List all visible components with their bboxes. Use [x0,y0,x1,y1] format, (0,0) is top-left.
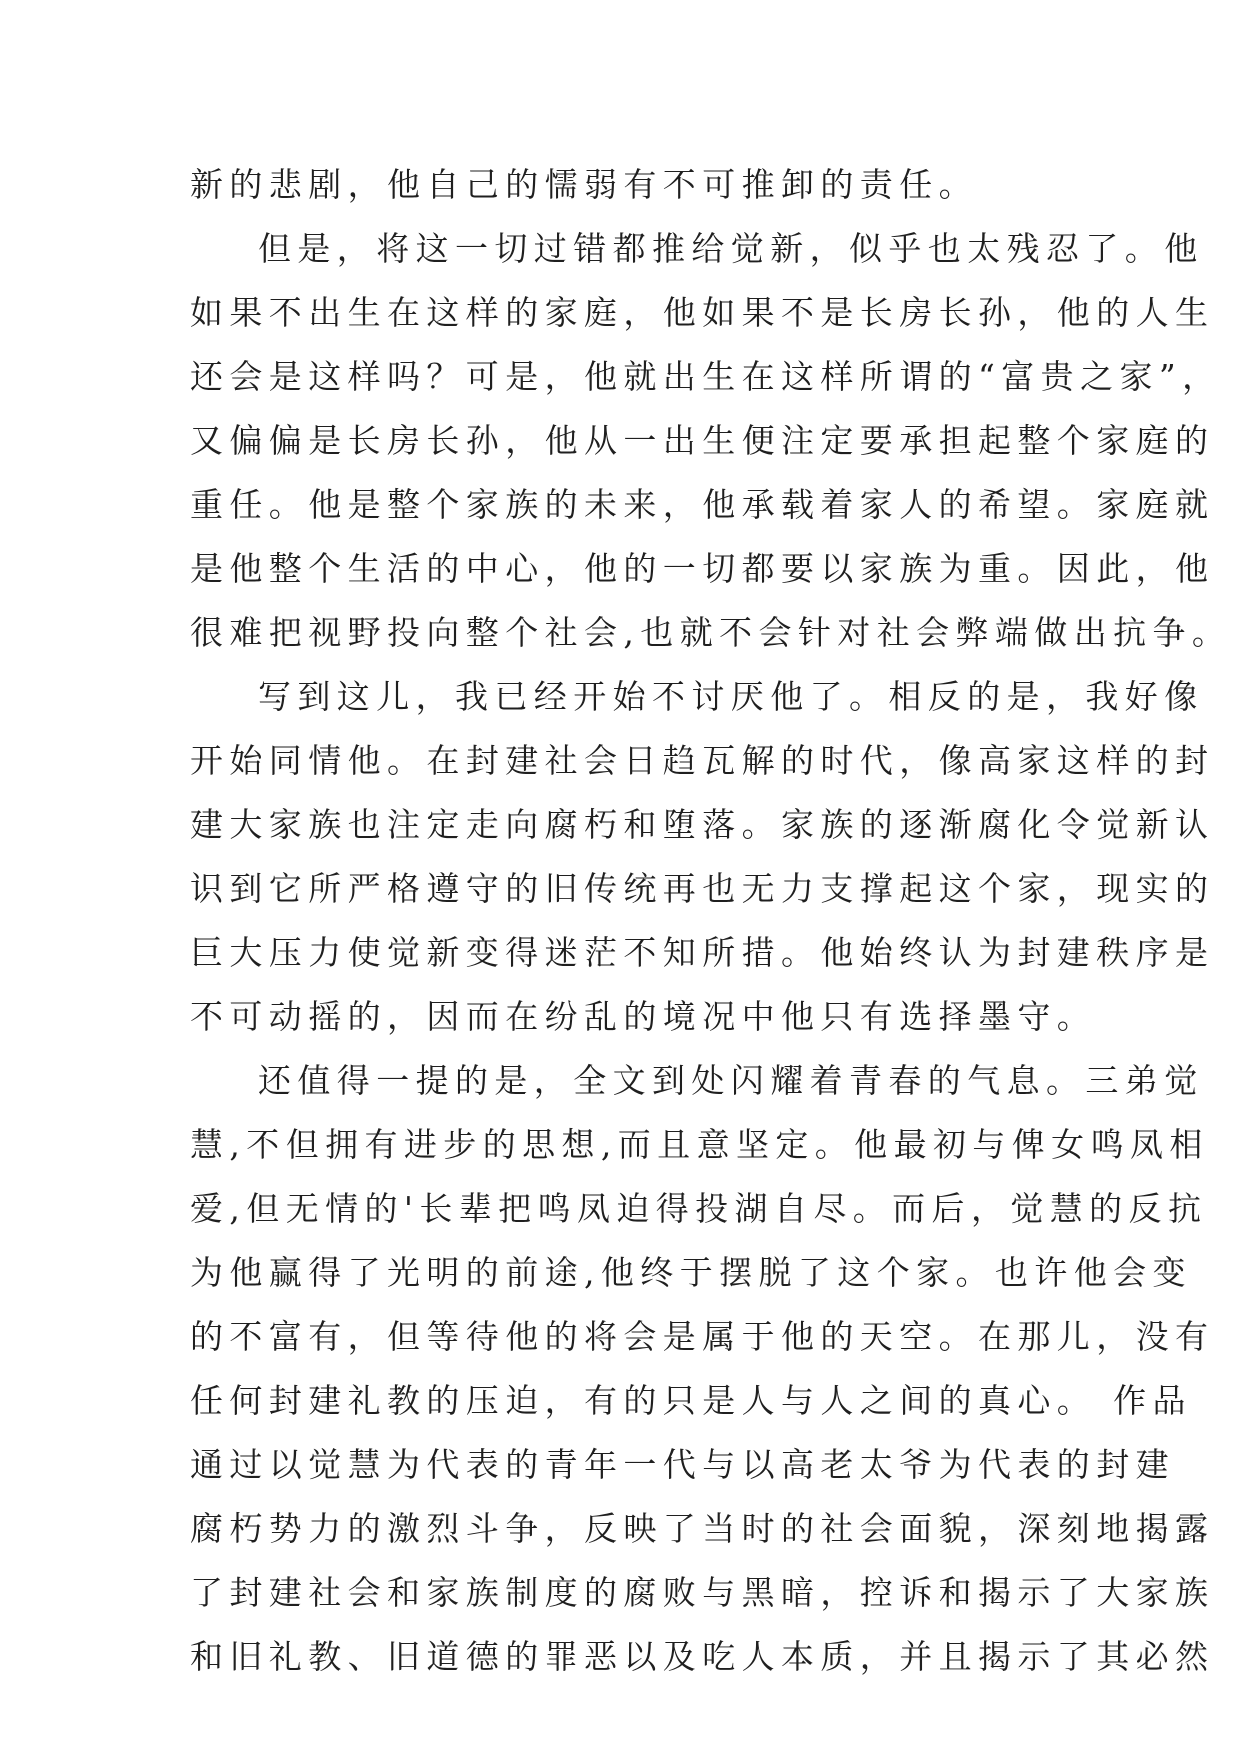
text-line: 的不富有，但等待他的将会是属于他的天空。在那儿，没有 [190,1317,1215,1356]
body-text [190,153,1232,1689]
text-line: 重任。他是整个家族的未来，他承载着家人的希望。家庭就 [190,485,1215,524]
text-line: 开始同情他。在封建社会日趋瓦解的时代，像高家这样的封 [190,741,1215,780]
text-line: 爱,但无情的'长辈把鸣凤迫得投湖自尽。而后，觉慧的反抗 [190,1189,1208,1228]
text-line: 还会是这样吗？可是，他就出生在这样所谓的“富贵之家”， [190,357,1222,396]
text-line: 建大家族也注定走向腐朽和堕落。家族的逐渐腐化令觉新认 [190,805,1215,844]
text-line: 巨大压力使觉新变得迷茫不知所措。他始终认为封建秩序是 [190,933,1215,972]
text-line: 为他赢得了光明的前途,他终于摆脱了这个家。也许他会变 [190,1253,1192,1292]
text-line: 识到它所严格遵守的旧传统再也无力支撑起这个家，现实的 [190,869,1215,908]
text-line: 通过以觉慧为代表的青年一代与以高老太爷为代表的封建 [190,1445,1175,1484]
text-line: 慧,不但拥有进步的思想,而且意坚定。他最初与俾女鸣凤相 [190,1125,1209,1164]
text-line: 很难把视野投向整个社会,也就不会针对社会弊端做出抗争。 [190,613,1232,652]
text-line: 腐朽势力的激烈斗争，反映了当时的社会面貌，深刻地揭露 [190,1509,1215,1548]
text-line: 任何封建礼教的压迫，有的只是人与人之间的真心。 作品 [190,1381,1192,1420]
text-line: 不可动摇的，因而在纷乱的境况中他只有选择墨守。 [190,997,1097,1036]
text-line: 如果不出生在这样的家庭，他如果不是长房长孙，他的人生 [190,293,1215,332]
text-line: 新的悲剧，他自己的懦弱有不可推卸的责任。 [190,165,978,204]
text-line: 写到这儿，我已经开始不讨厌他了。相反的是，我好像 [258,677,1204,716]
text-line: 又偏偏是长房长孙，他从一出生便注定要承担起整个家庭的 [190,421,1215,460]
text-line: 了封建社会和家族制度的腐败与黑暗，控诉和揭示了大家族 [190,1573,1215,1612]
text-line: 但是，将这一切过错都推给觉新，似乎也太残忍了。他 [258,229,1204,268]
text-line: 和旧礼教、旧道德的罪恶以及吃人本质，并且揭示了其必然 [190,1637,1215,1676]
text-line: 还值得一提的是，全文到处闪耀着青春的气息。三弟觉 [258,1061,1204,1100]
text-line: 是他整个生活的中心，他的一切都要以家族为重。因此，他 [190,549,1215,588]
